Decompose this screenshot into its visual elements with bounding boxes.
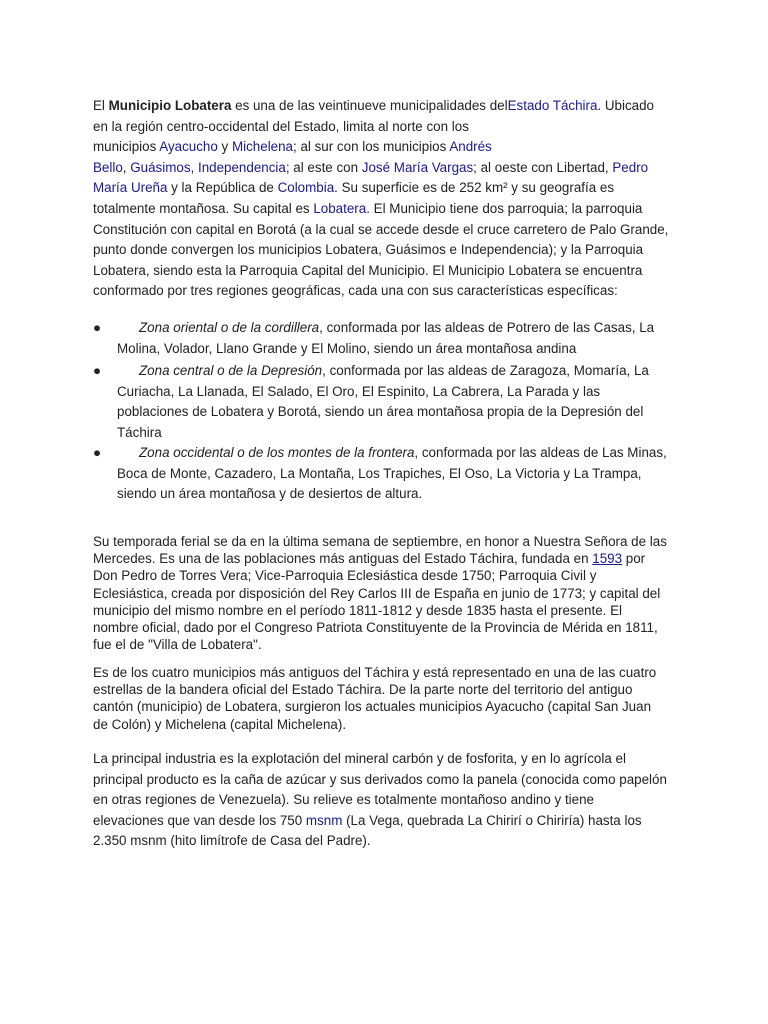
link-ayacucho[interactable]: Ayacucho bbox=[159, 139, 218, 155]
intro-line-5: María Ureña y la República de Colombia. Su superficie es de 252 km² y su geografía es bbox=[93, 180, 615, 196]
intro-line-3: municipios Ayacucho y Michelena; al sur con los municipios Andrés bbox=[93, 139, 492, 155]
link-estado-tachira[interactable]: Estado Táchira bbox=[507, 98, 598, 113]
bullet-icon: ● bbox=[93, 363, 102, 378]
link-msnm[interactable]: msnm bbox=[305, 812, 343, 828]
link-pedro-maria-urena[interactable]: Pedro bbox=[612, 159, 649, 175]
zone-title: Zona central o de la Depresión bbox=[139, 363, 323, 378]
link-lobatera[interactable]: Lobatera bbox=[313, 200, 367, 216]
municipio-name: Municipio Lobatera bbox=[108, 98, 232, 113]
link-1593[interactable]: 1593 bbox=[592, 551, 623, 567]
zone-title: Zona oriental o de la cordillera bbox=[139, 320, 320, 335]
intro-line-4: Bello, Guásimos, Independencia; al este con José María Vargas; al oeste con Libertad, Pedro bbox=[93, 159, 649, 175]
link-jose-maria-vargas[interactable]: José María Vargas bbox=[361, 159, 474, 175]
link-guasimos[interactable]: Guásimos bbox=[130, 159, 191, 175]
link-andres-bello[interactable]: Andrés bbox=[449, 139, 492, 155]
intro-line-7: Constitución con capital en Borotá (a la cual se accede desde el cruce carretero de Palo Grande, bbox=[93, 221, 669, 237]
document-page: El Municipio Lobatera es una de las veintinueve municipalidades delEstado Táchira. Ubicado en la región centro-occidental del Estado, limita al norte con los municipios Ayacucho y Michelena; al sur con los municipios Andrés Bello, Guásimos, Independencia; al este con José María Vargas; al oeste con Libertad, Pedro María Ureña y la República de Colombia. Su superficie es de 252 km² y su geografía es totalmente montañosa. Su capital es Lobatera. El Municipio tiene dos parroquia; la parroquia Constitución con capital en Borotá (a la cual se accede desde el cruce carretero de Palo Grande, punto donde convergen los municipios Lobatera, Guásimos e Independencia); y la Parroquia Lobatera, siendo esta la Parroquia Capital del Municipio. El Municipio Lobatera se encuentra conformado por tres regiones geográficas, cada una con sus características específicas: ● Zona oriental o de la cordillera, conformada por las aldeas de Potrero de las Casas, La Molina, Volador, Llano Grande y El Molino, siendo un área montañosa andina ● Zona central o de la Depresión, conformada por las aldeas de Zaragoza, Momaría, La Curiacha, La Llanada, El Salado, El Oro, El Espinito, La Cabrera, La Parada y las poblaciones de Lobatera y Borotá, siendo un área montañosa propia de la Depresión del Táchira ● Zona occidental o de los montes de la frontera, conformada por las aldeas de Las Minas, Boca de Monte, Cazadero, La Montaña, Los Trapiches, El Oso, La Victoria y La Trampa, siendo un área montañosa y de desiertos de altura. Su temporada ferial se da en la última semana de septiembre, en honor a Nuestra Señora de las Mercedes. Es una de las poblaciones más antiguas del Estado Táchira, fundada en 1593 por Don Pedro de Torres Vera; Vice-Parroquia Eclesiástica desde 1750; Parroquia Civil y Eclesiástica, creada por disposición del Rey Carlos III de España en junio de 1773; y capital del municipio del mismo nombre en el período 1811-1812 y desde 1835 hasta el presente. El nombre oficial, dado por el Congreso Patriota Constituyente de la Provincia de Mérida en 1811, fue el de "Villa de Lobatera". Es de los cuatro municipios más antiguos del Táchira y está representado en una de las cuatro estrellas de la bandera oficial del Estado Táchira. De la parte norte del territorio del antiguo cantón (municipio) de Lobatera, surgieron los actuales municipios Ayacucho (capital San Juan de Colón) y Michelena (capital Michelena). La principal industria es la explotación del mineral carbón y de fosforita, y en lo agrícola el principal producto es la caña de azúcar y sus derivados como la panela (conocida como papelón en otras regiones de Venezuela). Su relieve es totalmente montañoso andino y tiene elevaciones que van desde los 750 msnm (La Vega, quebrada La Chirirí o Chiriría) hasta los 2.350 msnm (hito limítrofe de Casa del Padre). bbox=[0, 0, 768, 1024]
intro-line-2: en la región centro-occidental del Estado, limita al norte con los bbox=[93, 118, 469, 134]
link-pedro-maria-urena-cont[interactable]: María Ureña bbox=[93, 180, 168, 196]
industry-paragraph: La principal industria es la explotación del mineral carbón y de fosforita, y en lo agrícola el principal producto es la caña de azúcar y sus derivados como la panela (conocida como papelón en otras regiones de Venezuela). Su relieve es totalmente montañoso andino y tiene elevaciones que van desde los 750 msnm (La Vega, quebrada La Chirirí o Chiriría) hasta los 2.350 msnm (hito limítrofe de Casa del Padre). bbox=[93, 751, 667, 849]
link-independencia[interactable]: Independencia bbox=[197, 159, 286, 175]
link-michelena[interactable]: Michelena bbox=[231, 139, 294, 155]
intro-line-8: punto donde convergen los municipios Lobatera, Guásimos e Independencia); y la Parroquia bbox=[93, 242, 644, 258]
zone-title: Zona occidental o de los montes de la frontera bbox=[139, 445, 415, 460]
link-colombia[interactable]: Colombia bbox=[277, 180, 335, 196]
bullet-icon: ● bbox=[93, 445, 102, 460]
intro-line-1: El Municipio Lobatera es una de las veintinueve municipalidades delEstado Táchira. Ubicado bbox=[93, 98, 654, 113]
feria-paragraph: Su temporada ferial se da en la última semana de septiembre, en honor a Nuestra Señora de las Mercedes. Es una de las poblaciones más antiguas del Estado Táchira, fundada en 1593 por Don Pedro de Torres Vera; Vice-Parroquia Eclesiástica desde 1750; Parroquia Civil y Eclesiástica, creada por disposición del Rey Carlos III de España en junio de 1773; y capital del municipio del mismo nombre en el período 1811-1812 y desde 1835 hasta el presente. El nombre oficial, dado por el Congreso Patriota Constituyente de la Provincia de Mérida en 1811, fue el de "Villa de Lobatera". bbox=[93, 534, 667, 653]
intro-paragraph bbox=[93, 96, 685, 302]
intro-line-9: Lobatera, siendo esta la Parroquia Capital del Municipio. El Municipio Lobatera se encuentra bbox=[93, 262, 643, 278]
link-andres-bello-cont[interactable]: Bello bbox=[93, 159, 123, 175]
history-paragraph: Es de los cuatro municipios más antiguos del Táchira y está representado en una de las cuatro estrellas de la bandera oficial del Estado Táchira. De la parte norte del territorio del antiguo cantón (municipio) de Lobatera, surgieron los actuales municipios Ayacucho (capital San Juan de Colón) y Michelena (capital Michelena). bbox=[93, 665, 657, 732]
intro-line-10: conformado por tres regiones geográficas, cada una con sus características específicas: bbox=[93, 283, 618, 299]
bullet-icon: ● bbox=[93, 320, 102, 335]
intro-line-6: totalmente montañosa. Su capital es Lobatera. El Municipio tiene dos parroquia; la parroquia bbox=[93, 200, 643, 216]
